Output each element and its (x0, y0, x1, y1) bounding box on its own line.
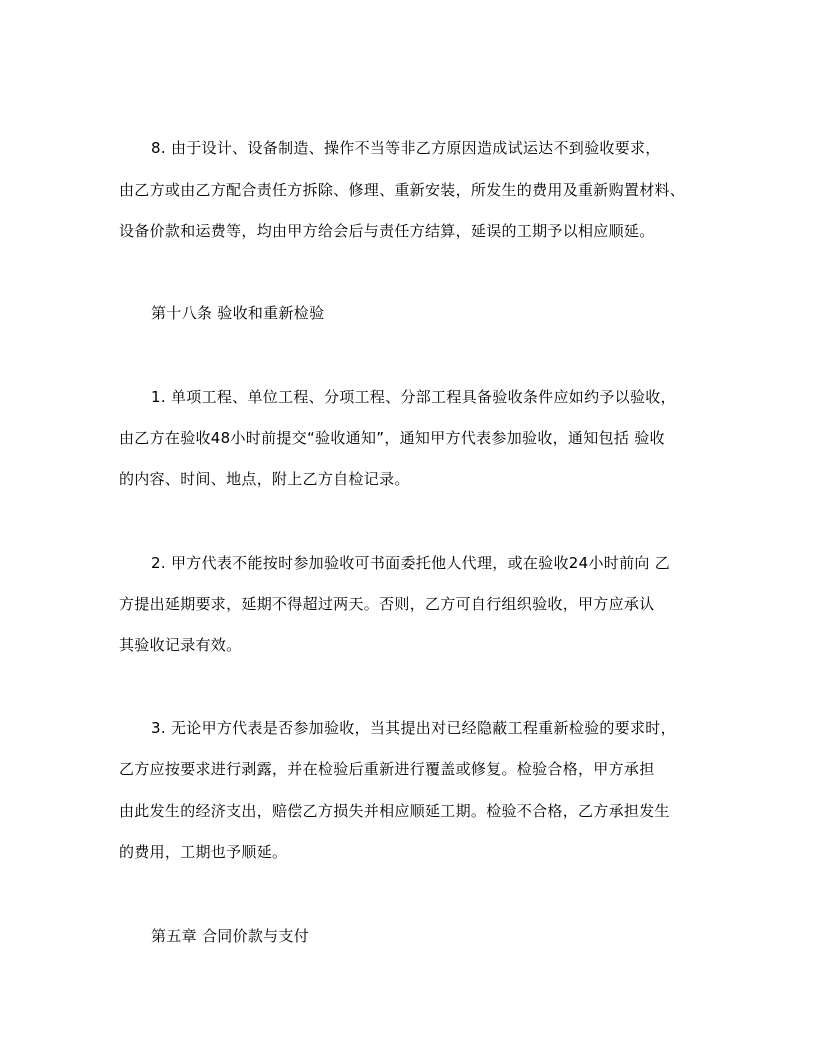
paragraph-1-line-3: 的内容、时间、地点，附上乙方自检记录。 (119, 470, 410, 488)
paragraph-8-line-2: 由乙方或由乙方配合责任方拆除、修理、重新安装，所发生的费用及重新购置材料、 (119, 181, 686, 199)
paragraph-3-line-3: 由此发生的经济支出，赔偿乙方损失并相应顺延工期。检验不合格，乙方承担发生 (119, 802, 670, 820)
paragraph-3-line-2: 乙方应按要求进行剥露，并在检验后重新进行覆盖或修复。检验合格，甲方承担 (119, 760, 655, 778)
paragraph-8-line-1: 8. 由于设计、设备制造、操作不当等非乙方原因造成试运达不到验收要求， (151, 139, 661, 157)
paragraph-3-line-1: 3. 无论甲方代表是否参加验收，当其提出对已经隐蔽工程重新检验的要求时， (151, 719, 676, 737)
paragraph-3-line-4: 的费用，工期也予顺延。 (119, 843, 288, 861)
paragraph-1-line-1: 1. 单项工程、单位工程、分项工程、分部工程具备验收条件应如约予以验收， (151, 388, 676, 406)
paragraph-2-line-1: 2. 甲方代表不能按时参加验收可书面委托他人代理，或在验收24小时前向 乙 (151, 554, 671, 572)
article-18-heading: 第十八条 验收和重新检验 (151, 304, 325, 322)
paragraph-2-line-3: 其验收记录有效。 (119, 636, 242, 654)
paragraph-2-line-2: 方提出延期要求，延期不得超过两天。否则，乙方可自行组织验收，甲方应承认 (119, 595, 655, 613)
paragraph-8-line-3: 设备价款和运费等，均由甲方给会后与责任方结算，延误的工期予以相应顺延。 (119, 222, 655, 240)
paragraph-1-line-2: 由乙方在验收48小时前提交“验收通知”，通知甲方代表参加验收，通知包括 验收 (119, 429, 665, 447)
chapter-5-heading: 第五章 合同价款与支付 (151, 927, 310, 945)
